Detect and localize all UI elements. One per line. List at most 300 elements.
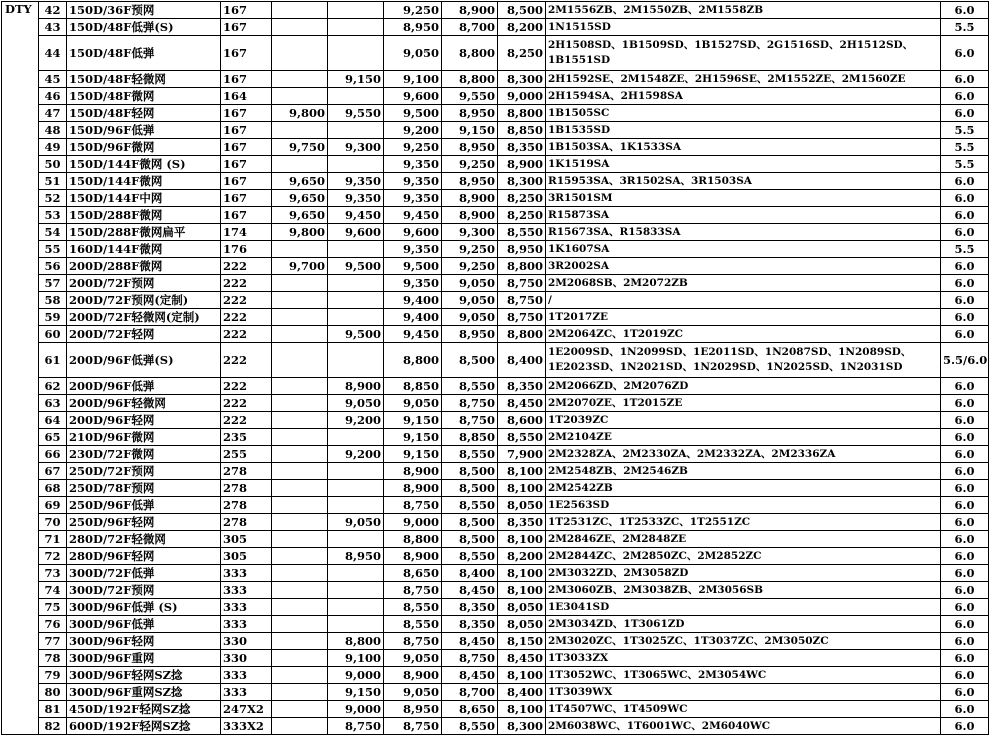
model-codes: 1K1519SA [546, 156, 941, 173]
price-cell-3: 8,750 [384, 633, 442, 650]
weight-cell: 278 [221, 497, 272, 514]
price-cell-3: 9,450 [384, 326, 442, 343]
weight-cell: 167 [221, 173, 272, 190]
price-cell-3: 8,900 [384, 480, 442, 497]
box-spec: 5.5 [941, 241, 989, 258]
weight-cell: 222 [221, 292, 272, 309]
price-cell-5: 8,500 [498, 2, 546, 19]
price-cell-1: 9,650 [272, 207, 328, 224]
row-number: 59 [39, 309, 67, 326]
price-cell-5: 8,750 [498, 309, 546, 326]
model-codes: 1E2563SD [546, 497, 941, 514]
row-number: 54 [39, 224, 67, 241]
price-cell-1 [272, 718, 328, 735]
product-spec: 200D/96F轻微网 [67, 395, 221, 412]
price-cell-4: 8,850 [442, 429, 498, 446]
price-cell-4: 9,050 [442, 275, 498, 292]
table-row [2, 88, 989, 105]
price-cell-5: 8,250 [498, 190, 546, 207]
price-cell-3: 9,400 [384, 309, 442, 326]
price-cell-5: 8,300 [498, 173, 546, 190]
price-cell-4: 8,500 [442, 514, 498, 531]
product-spec: 200D/72F预网(定制) [67, 292, 221, 309]
price-cell-1 [272, 326, 328, 343]
price-cell-1 [272, 122, 328, 139]
product-spec: 300D/96F重网SZ捻 [67, 684, 221, 701]
product-spec: 250D/96F轻网 [67, 514, 221, 531]
price-cell-2 [328, 88, 384, 105]
price-cell-2: 9,200 [328, 412, 384, 429]
row-number: 49 [39, 139, 67, 156]
box-spec: 6.0 [941, 309, 989, 326]
model-codes: 2M2066ZD、2M2076ZD [546, 378, 941, 395]
price-cell-1 [272, 463, 328, 480]
price-cell-1 [272, 446, 328, 463]
price-cell-1 [272, 429, 328, 446]
table-row [2, 548, 989, 565]
weight-cell: 333X2 [221, 718, 272, 735]
table-row [2, 395, 989, 412]
price-cell-2 [328, 582, 384, 599]
table-row [2, 36, 989, 71]
product-spec: 150D/96F低弹 [67, 122, 221, 139]
weight-cell: 222 [221, 326, 272, 343]
row-number: 46 [39, 88, 67, 105]
model-codes: 1E3041SD [546, 599, 941, 616]
model-codes: 1T3039WX [546, 684, 941, 701]
model-codes: 3R1501SM [546, 190, 941, 207]
price-cell-3: 8,850 [384, 378, 442, 395]
model-codes: 1B1503SA、1K1533SA [546, 139, 941, 156]
price-cell-3: 8,750 [384, 497, 442, 514]
box-spec: 6.0 [941, 378, 989, 395]
price-cell-5: 8,350 [498, 139, 546, 156]
row-number: 53 [39, 207, 67, 224]
model-codes: R15673SA、R15833SA [546, 224, 941, 241]
model-codes: 1T3052WC、1T3065WC、2M3054WC [546, 667, 941, 684]
price-cell-3: 9,400 [384, 292, 442, 309]
weight-cell: 167 [221, 207, 272, 224]
table-row [2, 412, 989, 429]
box-spec: 6.0 [941, 71, 989, 88]
price-cell-4: 8,550 [442, 718, 498, 735]
weight-cell: 222 [221, 395, 272, 412]
table-row [2, 207, 989, 224]
table-row [2, 429, 989, 446]
price-cell-2 [328, 497, 384, 514]
price-cell-1 [272, 497, 328, 514]
table-row [2, 275, 989, 292]
price-cell-3: 9,450 [384, 207, 442, 224]
product-spec: 300D/96F低弹 (S) [67, 599, 221, 616]
weight-cell: 164 [221, 88, 272, 105]
price-cell-2: 9,200 [328, 446, 384, 463]
box-spec: 6.0 [941, 616, 989, 633]
price-cell-5: 8,450 [498, 650, 546, 667]
table-row [2, 446, 989, 463]
table-row [2, 156, 989, 173]
price-cell-4: 8,500 [442, 343, 498, 378]
table-row [2, 241, 989, 258]
price-cell-4: 9,150 [442, 122, 498, 139]
weight-cell: 278 [221, 514, 272, 531]
table-row [2, 718, 989, 735]
price-cell-1: 9,800 [272, 105, 328, 122]
price-cell-4: 9,050 [442, 292, 498, 309]
box-spec: 6.0 [941, 633, 989, 650]
price-cell-5: 8,900 [498, 156, 546, 173]
box-spec: 6.0 [941, 173, 989, 190]
weight-cell: 167 [221, 2, 272, 19]
price-cell-3: 9,100 [384, 71, 442, 88]
product-spec: 200D/72F轻网 [67, 326, 221, 343]
price-cell-2: 8,750 [328, 718, 384, 735]
box-spec: 6.0 [941, 684, 989, 701]
model-codes: 2M2068SB、2M2072ZB [546, 275, 941, 292]
row-number: 65 [39, 429, 67, 446]
box-spec: 6.0 [941, 701, 989, 718]
price-cell-5: 8,100 [498, 531, 546, 548]
weight-cell: 167 [221, 19, 272, 36]
box-spec: 5.5 [941, 19, 989, 36]
price-cell-4: 8,700 [442, 684, 498, 701]
price-cell-1 [272, 514, 328, 531]
product-spec: 280D/96F轻网 [67, 548, 221, 565]
model-codes: 2H1594SA、2H1598SA [546, 88, 941, 105]
weight-cell: 333 [221, 582, 272, 599]
product-spec: 300D/96F轻网 [67, 633, 221, 650]
product-spec: 150D/288F微网 [67, 207, 221, 224]
box-spec: 6.0 [941, 412, 989, 429]
weight-cell: 167 [221, 122, 272, 139]
model-codes: 2M3032ZD、2M3058ZD [546, 565, 941, 582]
table-row [2, 463, 989, 480]
price-cell-1 [272, 36, 328, 71]
price-cell-4: 8,950 [442, 105, 498, 122]
box-spec: 6.0 [941, 224, 989, 241]
price-cell-2: 9,500 [328, 326, 384, 343]
product-spec: 200D/96F轻网 [67, 412, 221, 429]
row-number: 71 [39, 531, 67, 548]
row-number: 74 [39, 582, 67, 599]
row-number: 48 [39, 122, 67, 139]
model-codes: 1E2009SD、1N2099SD、1E2011SD、1N2087SD、1N2089SD、1E2023SD、1N2021SD、1N2029SD、1N2025SD、1N2031SD [546, 343, 941, 378]
price-cell-5: 8,600 [498, 412, 546, 429]
price-cell-2: 9,600 [328, 224, 384, 241]
price-cell-2: 9,350 [328, 173, 384, 190]
table-row [2, 309, 989, 326]
price-cell-1 [272, 616, 328, 633]
weight-cell: 167 [221, 139, 272, 156]
table-row [2, 378, 989, 395]
product-spec: 200D/96F低弹 [67, 378, 221, 395]
weight-cell: 222 [221, 343, 272, 378]
product-spec: 150D/48F轻微网 [67, 71, 221, 88]
box-spec: 6.0 [941, 514, 989, 531]
table-row [2, 582, 989, 599]
table-row [2, 701, 989, 718]
table-row [2, 497, 989, 514]
price-cell-4: 8,500 [442, 463, 498, 480]
price-cell-1 [272, 582, 328, 599]
product-spec: 300D/96F轻网SZ捻 [67, 667, 221, 684]
table-row [2, 565, 989, 582]
price-cell-5: 8,400 [498, 343, 546, 378]
price-cell-3: 9,500 [384, 105, 442, 122]
table-row [2, 326, 989, 343]
row-number: 62 [39, 378, 67, 395]
model-codes: 1K1607SA [546, 241, 941, 258]
product-spec: 150D/288F微网扁平 [67, 224, 221, 241]
price-cell-3: 9,150 [384, 429, 442, 446]
model-codes: 2H1508SD、1B1509SD、1B1527SD、2G1516SD、2H1512SD、1B1551SD [546, 36, 941, 71]
row-number: 67 [39, 463, 67, 480]
box-spec: 6.0 [941, 190, 989, 207]
model-codes: 2M2548ZB、2M2546ZB [546, 463, 941, 480]
price-cell-5: 8,300 [498, 71, 546, 88]
row-number: 57 [39, 275, 67, 292]
price-cell-5: 8,200 [498, 548, 546, 565]
product-spec: 150D/48F轻网 [67, 105, 221, 122]
price-cell-4: 8,950 [442, 139, 498, 156]
price-cell-5: 8,100 [498, 582, 546, 599]
model-codes: 2M6038WC、1T6001WC、2M6040WC [546, 718, 941, 735]
table-row [2, 173, 989, 190]
row-number: 50 [39, 156, 67, 173]
price-cell-5: 8,800 [498, 258, 546, 275]
table-row [2, 105, 989, 122]
price-cell-1 [272, 275, 328, 292]
product-spec: 150D/144F中网 [67, 190, 221, 207]
product-spec: 200D/288F微网 [67, 258, 221, 275]
product-spec: 230D/72F微网 [67, 446, 221, 463]
weight-cell: 174 [221, 224, 272, 241]
product-spec: 160D/144F微网 [67, 241, 221, 258]
price-cell-2 [328, 19, 384, 36]
model-codes: R15953SA、3R1502SA、3R1503SA [546, 173, 941, 190]
price-cell-2 [328, 565, 384, 582]
price-cell-4: 9,250 [442, 241, 498, 258]
price-cell-1: 9,800 [272, 224, 328, 241]
price-cell-4: 8,550 [442, 497, 498, 514]
weight-cell: 222 [221, 258, 272, 275]
model-codes: 2M2328ZA、2M2330ZA、2M2332ZA、2M2336ZA [546, 446, 941, 463]
row-number: 55 [39, 241, 67, 258]
product-spec: 150D/48F低弹 [67, 36, 221, 71]
price-cell-5: 8,050 [498, 497, 546, 514]
weight-cell: 330 [221, 650, 272, 667]
table-row [2, 258, 989, 275]
price-cell-3: 9,600 [384, 224, 442, 241]
price-cell-2: 9,150 [328, 684, 384, 701]
row-number: 66 [39, 446, 67, 463]
box-spec: 6.0 [941, 446, 989, 463]
price-cell-3: 9,150 [384, 446, 442, 463]
price-cell-2 [328, 599, 384, 616]
price-cell-1: 9,650 [272, 190, 328, 207]
row-number: 70 [39, 514, 67, 531]
row-number: 75 [39, 599, 67, 616]
price-cell-5: 8,200 [498, 19, 546, 36]
table-row [2, 684, 989, 701]
price-cell-3: 9,050 [384, 36, 442, 71]
price-cell-5: 8,100 [498, 565, 546, 582]
row-number: 72 [39, 548, 67, 565]
box-spec: 6.0 [941, 2, 989, 19]
price-cell-5: 8,750 [498, 275, 546, 292]
section-label: DTY [2, 2, 39, 735]
price-cell-2: 9,000 [328, 701, 384, 718]
table-row [2, 122, 989, 139]
model-codes: 3R2002SA [546, 258, 941, 275]
price-cell-3: 8,950 [384, 19, 442, 36]
weight-cell: 222 [221, 378, 272, 395]
price-cell-4: 8,650 [442, 701, 498, 718]
price-cell-1 [272, 480, 328, 497]
price-cell-5: 8,100 [498, 480, 546, 497]
product-spec: 150D/144F微网 (S) [67, 156, 221, 173]
weight-cell: 305 [221, 548, 272, 565]
box-spec: 6.0 [941, 395, 989, 412]
product-spec: 150D/36F预网 [67, 2, 221, 19]
model-codes: 2M3060ZB、2M3038ZB、2M3056SB [546, 582, 941, 599]
row-number: 56 [39, 258, 67, 275]
price-cell-4: 9,250 [442, 258, 498, 275]
price-cell-5: 8,050 [498, 616, 546, 633]
price-cell-4: 8,750 [442, 395, 498, 412]
row-number: 81 [39, 701, 67, 718]
price-cell-2: 9,500 [328, 258, 384, 275]
box-spec: 6.0 [941, 429, 989, 446]
price-cell-1: 9,700 [272, 258, 328, 275]
product-spec: 450D/192F轻网SZ捻 [67, 701, 221, 718]
row-number: 60 [39, 326, 67, 343]
price-cell-3: 8,900 [384, 667, 442, 684]
price-cell-4: 8,750 [442, 650, 498, 667]
box-spec: 6.0 [941, 36, 989, 71]
price-cell-4: 8,550 [442, 378, 498, 395]
model-codes: 1T2017ZE [546, 309, 941, 326]
price-cell-2 [328, 2, 384, 19]
price-cell-1 [272, 241, 328, 258]
price-cell-4: 8,950 [442, 326, 498, 343]
table-row [2, 667, 989, 684]
price-cell-5: 8,550 [498, 224, 546, 241]
product-spec: 300D/72F预网 [67, 582, 221, 599]
box-spec: 6.0 [941, 207, 989, 224]
weight-cell: 176 [221, 241, 272, 258]
weight-cell: 333 [221, 616, 272, 633]
price-cell-2: 9,150 [328, 71, 384, 88]
model-codes: 1T2039ZC [546, 412, 941, 429]
weight-cell: 305 [221, 531, 272, 548]
model-codes: 1B1535SD [546, 122, 941, 139]
model-codes: 2M2542ZB [546, 480, 941, 497]
table-row [2, 633, 989, 650]
weight-cell: 278 [221, 463, 272, 480]
price-cell-5: 7,900 [498, 446, 546, 463]
product-spec: 300D/96F重网 [67, 650, 221, 667]
price-cell-4: 8,500 [442, 480, 498, 497]
model-codes: 2M2104ZE [546, 429, 941, 446]
price-cell-5: 8,100 [498, 463, 546, 480]
weight-cell: 330 [221, 633, 272, 650]
row-number: 47 [39, 105, 67, 122]
box-spec: 6.0 [941, 565, 989, 582]
box-spec: 5.5/6.0 [941, 343, 989, 378]
price-cell-3: 9,500 [384, 258, 442, 275]
price-cell-1 [272, 71, 328, 88]
price-cell-1 [272, 667, 328, 684]
price-cell-1 [272, 2, 328, 19]
price-cell-4: 8,700 [442, 19, 498, 36]
table-row [2, 292, 989, 309]
price-cell-4: 8,550 [442, 446, 498, 463]
box-spec: 6.0 [941, 548, 989, 565]
price-cell-1 [272, 88, 328, 105]
product-spec: 600D/192F轻网SZ捻 [67, 718, 221, 735]
price-cell-1 [272, 599, 328, 616]
price-cell-4: 8,900 [442, 2, 498, 19]
price-cell-3: 8,550 [384, 616, 442, 633]
price-cell-5: 8,550 [498, 429, 546, 446]
price-cell-5: 8,300 [498, 718, 546, 735]
model-codes: R15873SA [546, 207, 941, 224]
price-cell-3: 9,350 [384, 156, 442, 173]
box-spec: 6.0 [941, 650, 989, 667]
price-cell-2: 8,950 [328, 548, 384, 565]
price-cell-2: 9,100 [328, 650, 384, 667]
price-cell-5: 8,350 [498, 378, 546, 395]
product-spec: 250D/78F预网 [67, 480, 221, 497]
weight-cell: 222 [221, 275, 272, 292]
price-cell-3: 9,350 [384, 190, 442, 207]
row-number: 76 [39, 616, 67, 633]
price-table [1, 1, 989, 735]
weight-cell: 235 [221, 429, 272, 446]
price-cell-5: 8,150 [498, 633, 546, 650]
price-cell-5: 8,450 [498, 395, 546, 412]
box-spec: 5.5 [941, 156, 989, 173]
price-cell-4: 8,450 [442, 582, 498, 599]
table-row [2, 190, 989, 207]
product-spec: 150D/48F微网 [67, 88, 221, 105]
price-cell-5: 8,100 [498, 701, 546, 718]
row-number: 77 [39, 633, 67, 650]
row-number: 68 [39, 480, 67, 497]
row-number: 69 [39, 497, 67, 514]
price-cell-3: 8,750 [384, 718, 442, 735]
price-cell-4: 8,550 [442, 548, 498, 565]
price-cell-2 [328, 309, 384, 326]
price-cell-2 [328, 241, 384, 258]
weight-cell: 167 [221, 36, 272, 71]
weight-cell: 222 [221, 412, 272, 429]
box-spec: 6.0 [941, 105, 989, 122]
product-spec: 150D/96F微网 [67, 139, 221, 156]
row-number: 61 [39, 343, 67, 378]
price-cell-2 [328, 343, 384, 378]
price-cell-5: 8,050 [498, 599, 546, 616]
model-codes: / [546, 292, 941, 309]
row-number: 80 [39, 684, 67, 701]
price-cell-2: 9,450 [328, 207, 384, 224]
price-cell-4: 8,900 [442, 190, 498, 207]
weight-cell: 333 [221, 599, 272, 616]
price-cell-2 [328, 616, 384, 633]
price-cell-4: 8,750 [442, 412, 498, 429]
row-number: 58 [39, 292, 67, 309]
